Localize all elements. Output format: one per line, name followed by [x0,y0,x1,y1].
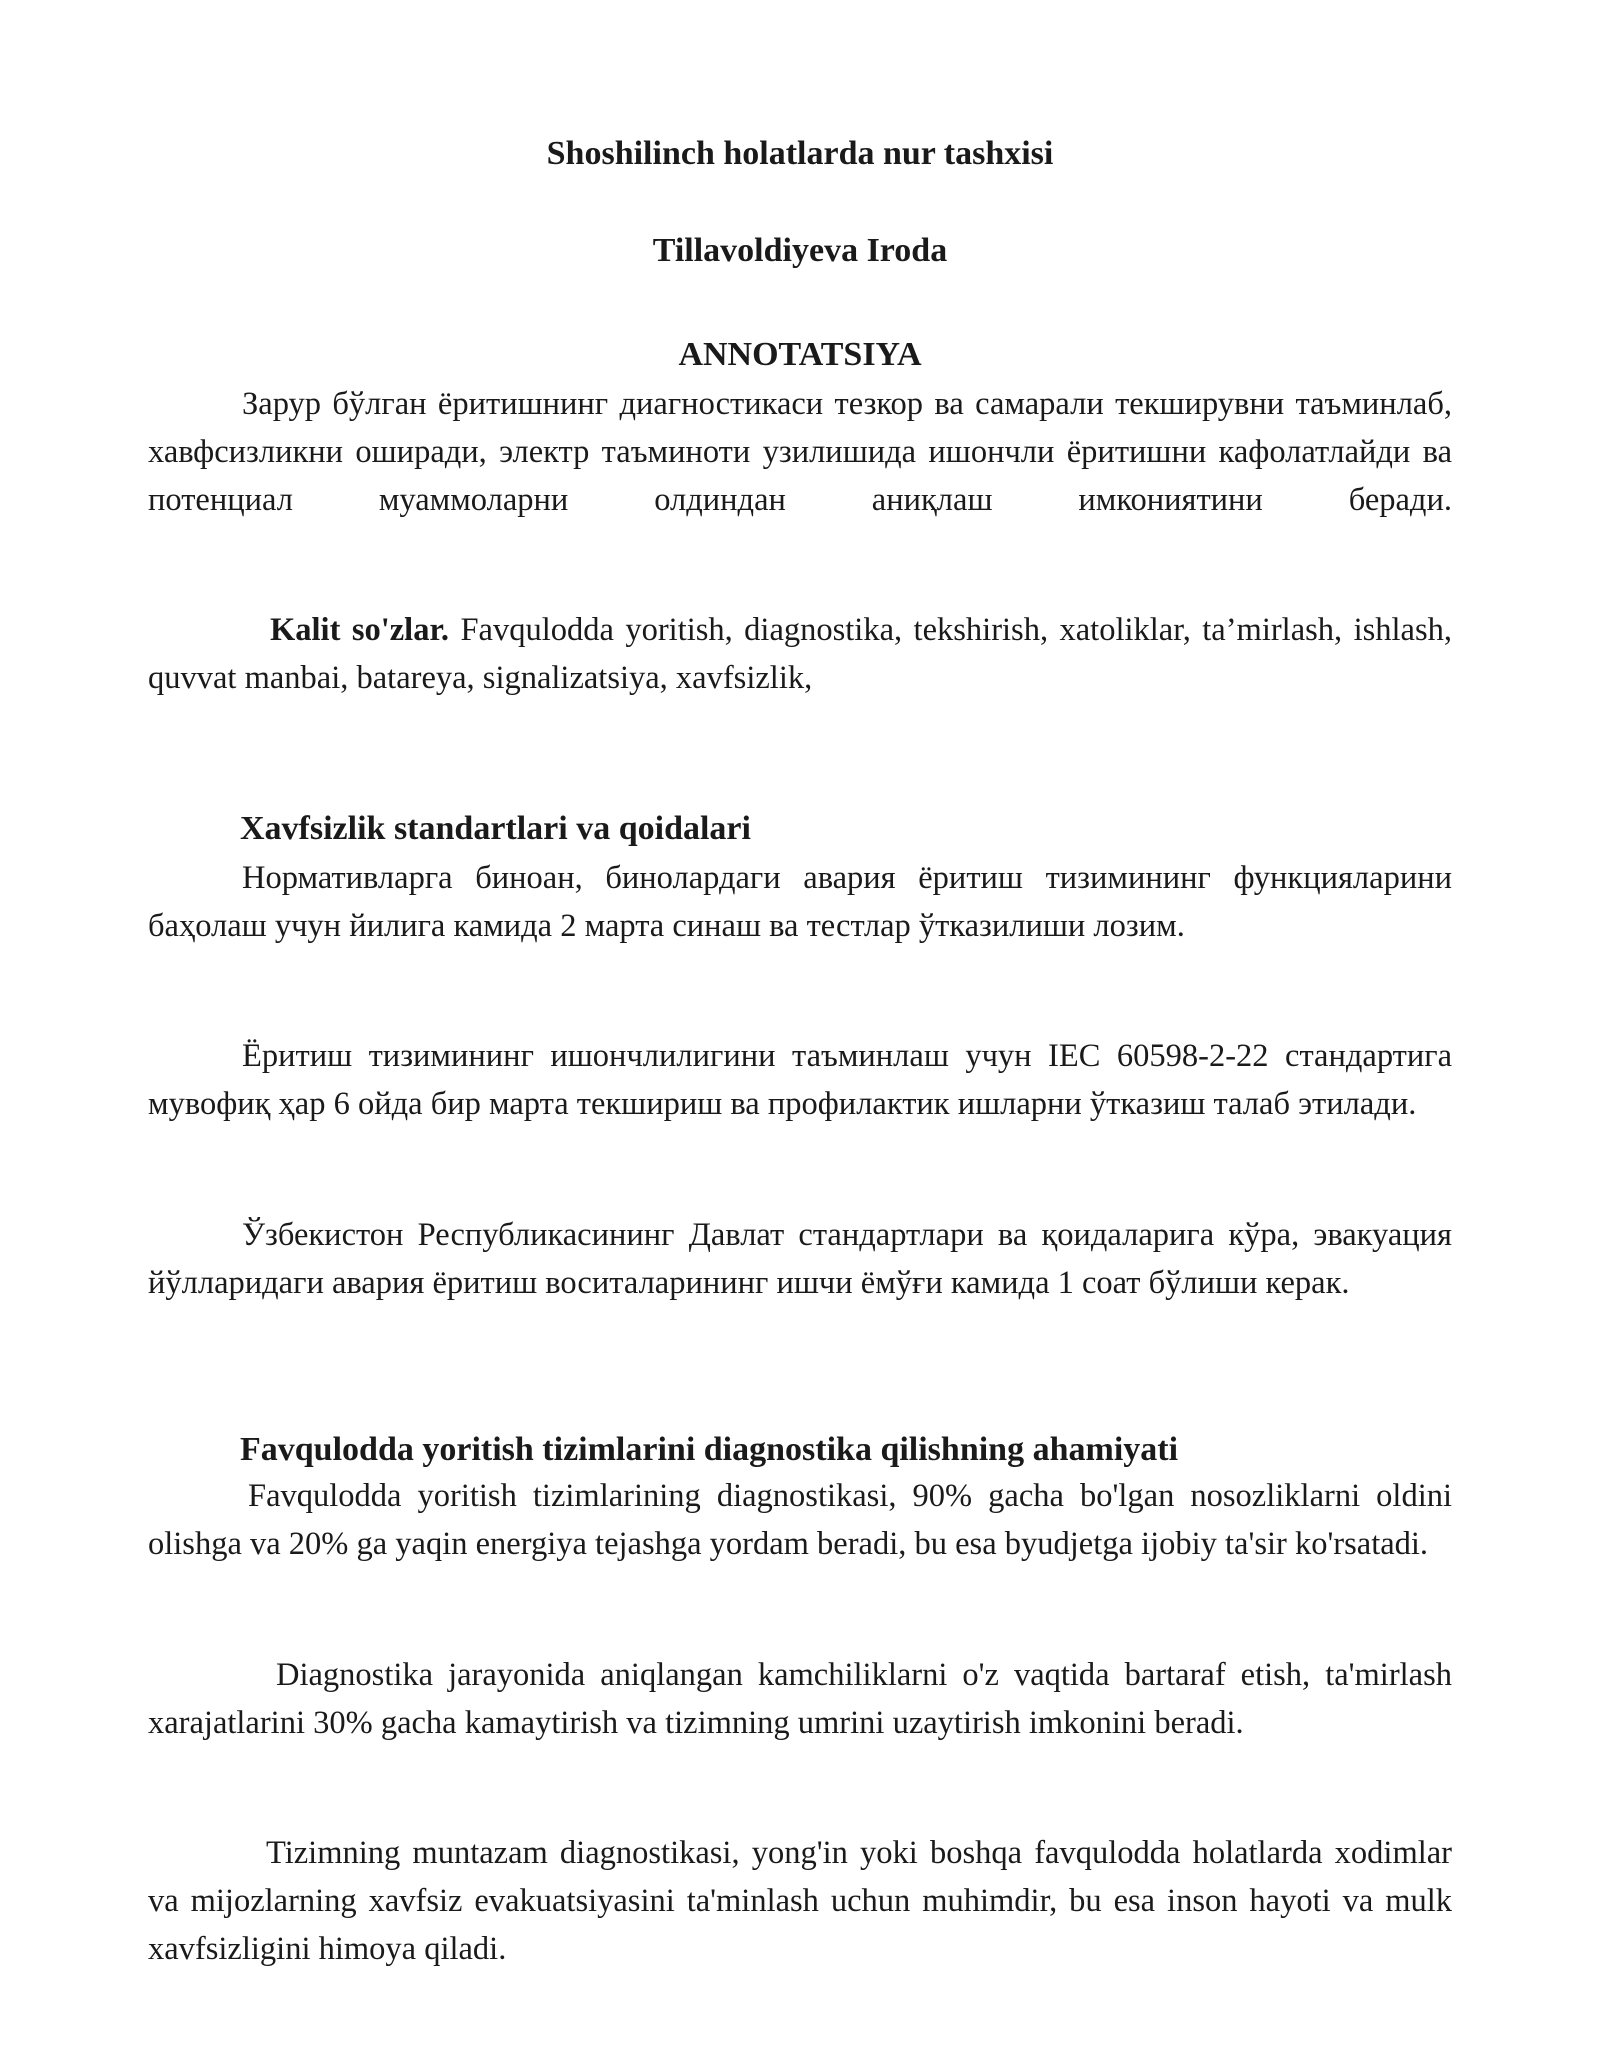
keywords-paragraph [148,606,1452,702]
section2-paragraph-2: Diagnostika jarayonida aniqlangan kamchiliklarni o'z vaqtida bartaraf etish, ta'mirlash xarajatlarini 30% gacha kamaytirish va tizimning umrini uzaytirish imkonini beradi. [148,1657,1452,1741]
section2-paragraph-1: Favqulodda yoritish tizimlarining diagnostikasi, 90% gacha bo'lgan nosozliklarni oldini olishga va 20% ga yaqin energiya tejashga yordam beradi, bu esa byudjetga ijobiy ta'sir ko'rsatadi. [148,1478,1452,1562]
document-title: Shoshilinch holatlarda nur tashxisi [546,135,1054,172]
keywords-label: Kalit so'zlar. [270,612,450,648]
section1-paragraph-3: Ўзбекистон Республикасининг Давлат стандартлари ва қоидаларига кўра, эвакуация йўлларидаги авария ёритиш воситаларининг ишчи ёмўғи камида 1 соат бўлиши керак. [148,1217,1452,1301]
abstract-paragraph: Зарур бўлган ёритишнинг диагностикаси тезкор ва самарали текширувни таъминлаб, хавфсизликни оширади, электр таъминоти узилишида ишончли ёритишни кафолатлайди ва потенциал муаммоларни олдиндан аниқлаш имкониятини беради. [148,386,1452,518]
abstract-heading: ANNOTATSIYA [678,336,922,373]
section1-paragraph-1: Нормативларга биноан, бинолардаги авария ёритиш тизимининг функцияларини баҳолаш учун йилига камида 2 марта синаш ва тестлар ўтказилиши лозим. [148,860,1452,944]
author-name: Tillavoldiyeva Iroda [652,232,948,269]
section1-paragraph-2: Ёритиш тизимининг ишончлилигини таъминлаш учун IEC 60598-2-22 стандартига мувофиқ ҳар 6 ойда бир марта текшириш ва профилактик ишларни ўтказиш талаб этилади. [148,1038,1452,1122]
section2-paragraph-3: Tizimning muntazam diagnostikasi, yong'in yoki boshqa favqulodda holatlarda xodimlar va mijozlarning xavfsiz evakuatsiyasini ta'minlash uchun muhimdir, bu esa inson hayoti va mulk xavfsizligini himoya qiladi. [148,1835,1452,1967]
section-heading-diagnostics-importance: Favqulodda yoritish tizimlarini diagnostika qilishning ahamiyati [240,1431,1179,1468]
keywords-text: Favqulodda yoritish, diagnostika, tekshirish, xatoliklar, ta’mirlash, ishlash, quvvat manbai, batareya, signalizatsiya, xavfsizlik, [148,612,1452,696]
section-heading-safety-standards: Xavfsizlik standartlari va qoidalari [240,810,751,847]
